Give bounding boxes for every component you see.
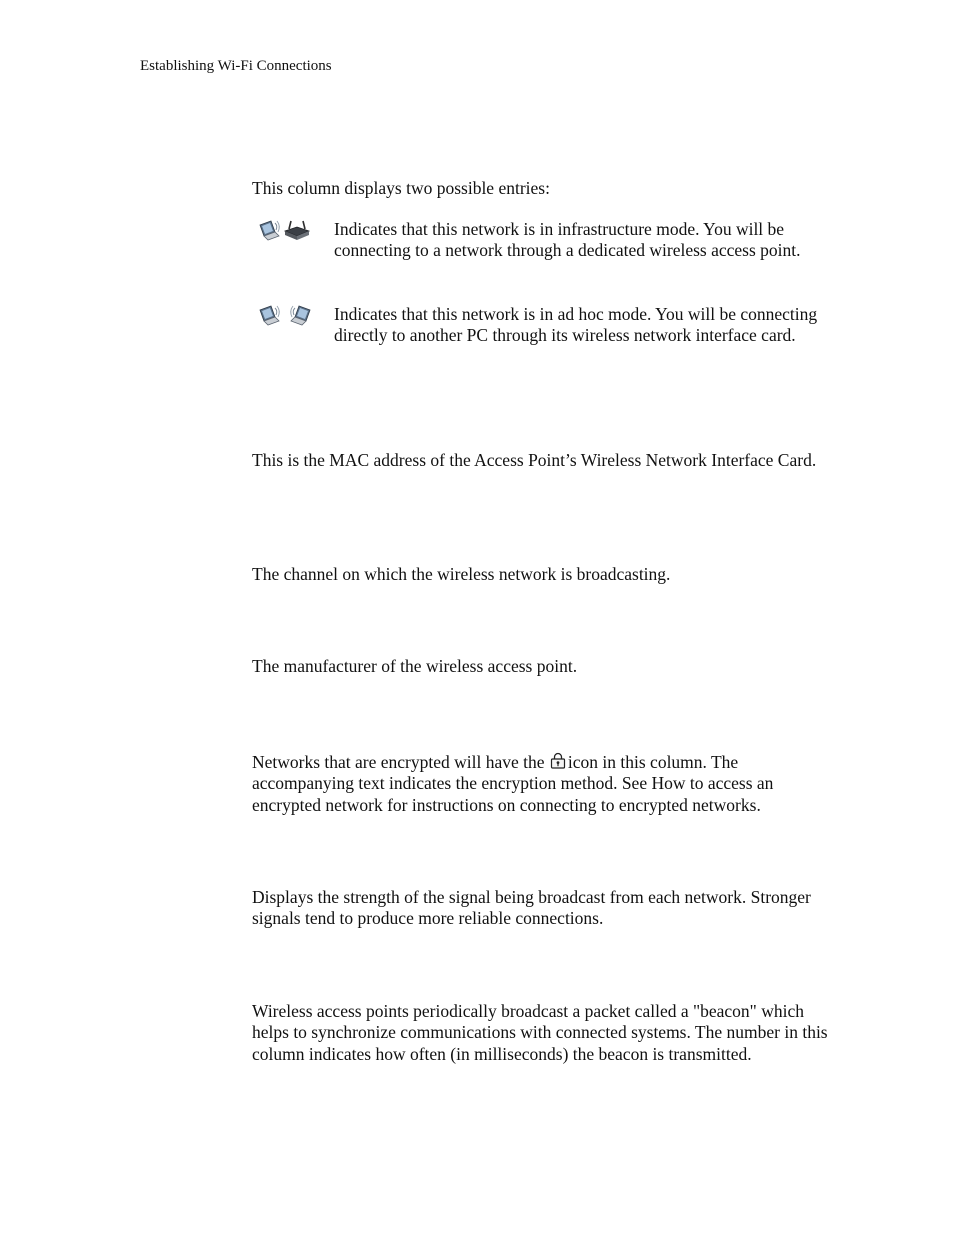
encryption-description [252, 752, 830, 816]
mode-intro: This column displays two possible entries: [252, 178, 550, 198]
channel-description: The channel on which the wireless network is broadcasting. [252, 564, 671, 584]
mac-address-description: This is the MAC address of the Access Point’s Wireless Network Interface Card. [252, 450, 817, 470]
ad-hoc-mode-description: Indicates that this network is in ad hoc mode. You will be connecting directly to another PC through its wireless network interface card. [334, 304, 818, 346]
signal-description: Displays the strength of the signal being broadcast from each network. Stronger signals tend to produce more reliable connections. [252, 887, 811, 929]
lock-icon [550, 752, 566, 769]
beacon-description: Wireless access points periodically broadcast a packet called a "beacon" which helps to synchronize communications with connected systems. The number in this column indicates how often (in milliseconds) the beacon is transmitted. [252, 1001, 828, 1064]
vendor-description: The manufacturer of the wireless access point. [252, 656, 578, 676]
encryption-text-after: icon in this column. The accompanying text indicates the encryption method. See How to access an encrypted network for instructions on connecting to encrypted networks. [252, 752, 774, 815]
infrastructure-mode-entry [252, 219, 830, 289]
encryption-text-before: Networks that are encrypted will have the [252, 752, 545, 772]
laptop-to-laptop-icon [259, 304, 311, 328]
laptop-to-access-point-icon [259, 219, 311, 243]
infrastructure-mode-description: Indicates that this network is in infrastructure mode. You will be connecting to a network through a dedicated wireless access point. [334, 219, 801, 261]
ad-hoc-mode-entry [252, 304, 830, 374]
running-header: Establishing Wi-Fi Connections [140, 58, 332, 74]
